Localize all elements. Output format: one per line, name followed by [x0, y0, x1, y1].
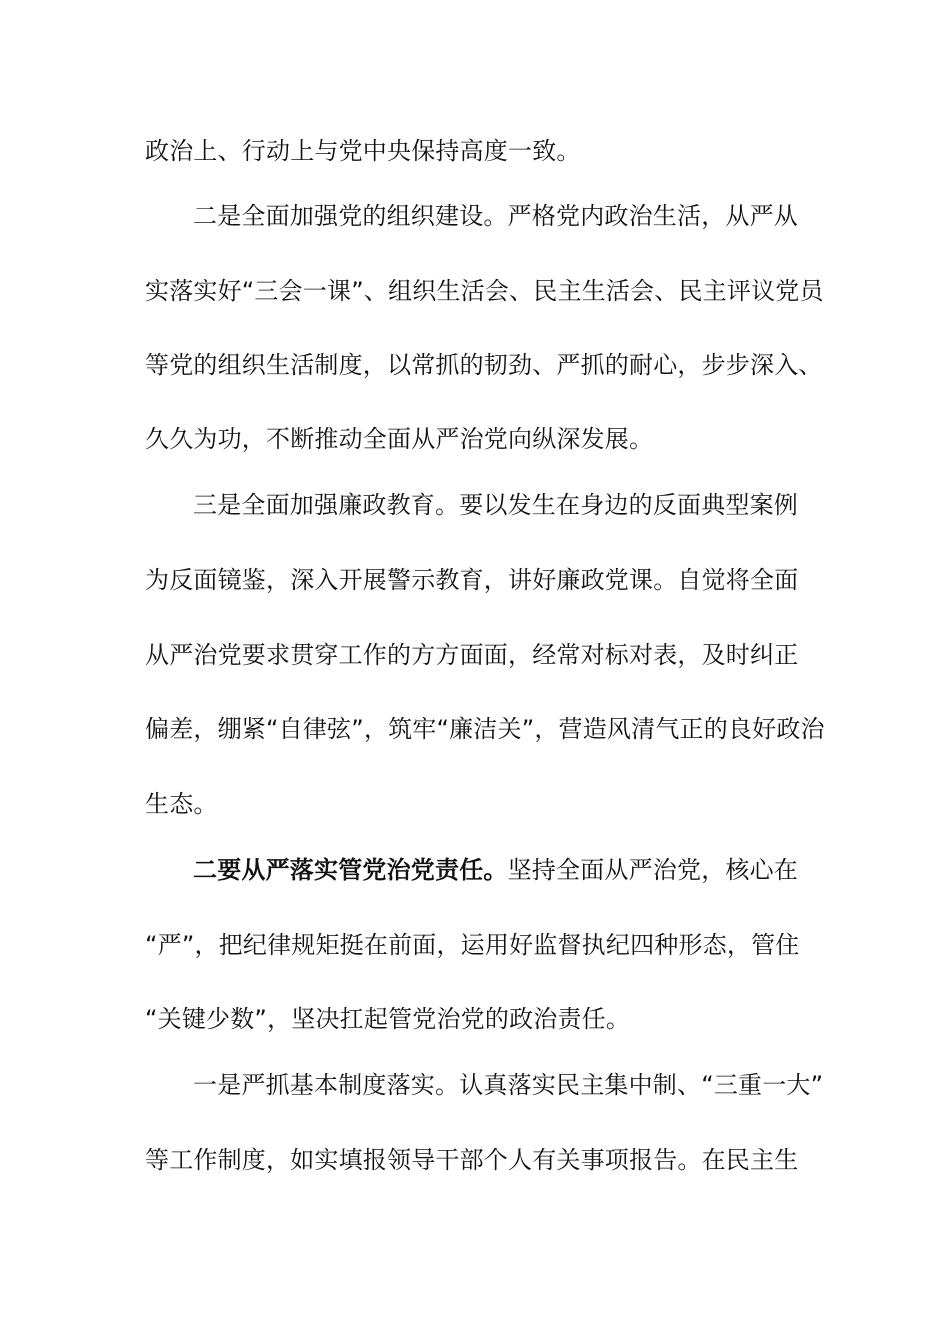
paragraph-line: 等工作制度，如实填报领导干部个人有关事项报告。在民主生	[145, 1146, 799, 1174]
paragraph-line: 等党的组织生活制度，以常抓的韧劲、严抓的耐心，步步深入、	[145, 351, 823, 379]
paragraph-line: 政治上、行动上与党中央保持高度一致。	[145, 137, 581, 165]
paragraph-line: 偏差，绷紧“自律弦”，筑牢“廉洁关”，营造风清气正的良好政治	[145, 715, 825, 743]
paragraph-line: 生态。	[145, 790, 218, 818]
paragraph-line: 从严治党要求贯穿工作的方方面面，经常对标对表，及时纠正	[145, 641, 799, 669]
paragraph-text: 坚持全面从严治党，核心在	[507, 856, 799, 884]
paragraph-line: “关键少数”，坚决扛起管党治党的政治责任。	[145, 1005, 631, 1033]
paragraph-line: 三是全面加强廉政教育。要以发生在身边的反面典型案例	[193, 491, 798, 519]
paragraph-line: 实落实好“三会一课”、组织生活会、民主生活会、民主评议党员	[145, 277, 824, 305]
paragraph-line: 为反面镜鉴，深入开展警示教育，讲好廉政党课。自觉将全面	[145, 566, 799, 594]
section-heading-line	[193, 855, 893, 885]
paragraph-line: 一是严抓基本制度落实。认真落实民主集中制、“三重一大”	[193, 1071, 824, 1099]
paragraph-line: “严”，把纪律规矩挺在前面，运用好监督执纪四种形态，管住	[145, 931, 800, 959]
paragraph-line: 久久为功，不断推动全面从严治党向纵深发展。	[145, 425, 654, 453]
section-heading: 二要从严落实管党治党责任。	[193, 856, 508, 884]
paragraph-line: 二是全面加强党的组织建设。严格党内政治生活，从严从	[193, 202, 798, 230]
